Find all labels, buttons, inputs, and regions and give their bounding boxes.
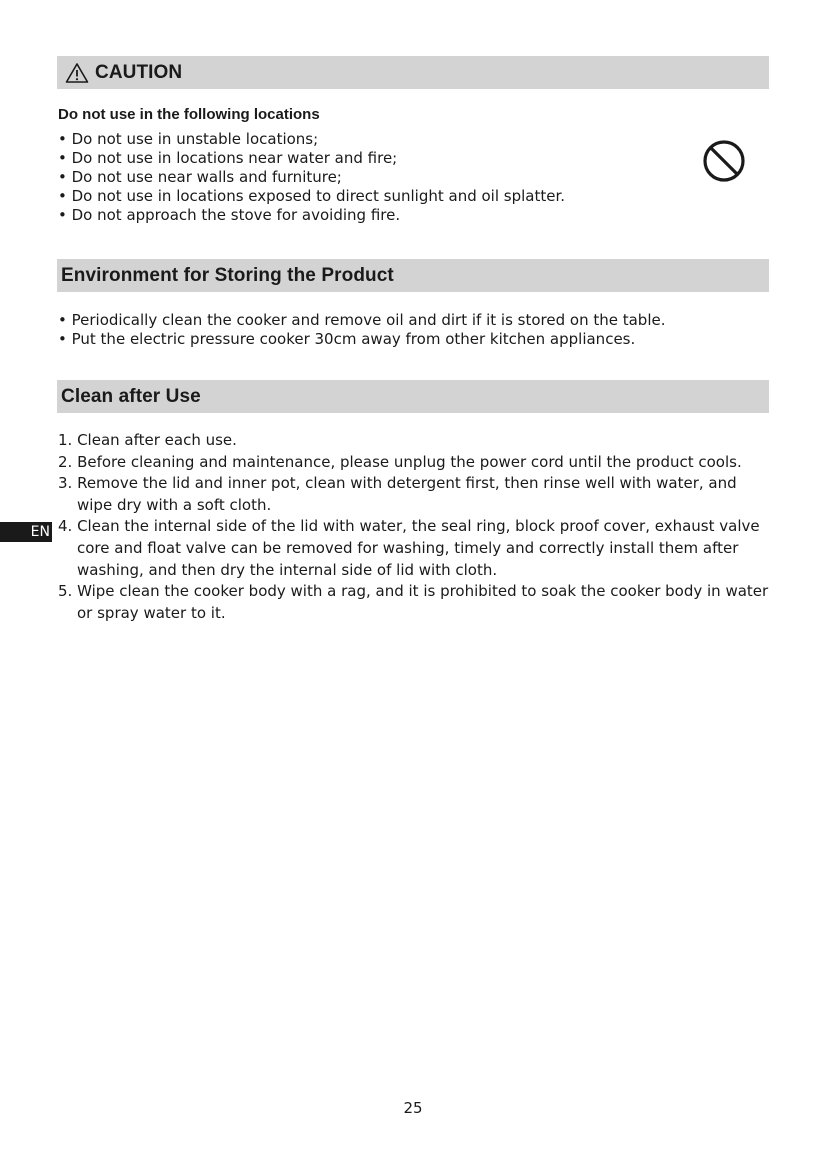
list-item: 4. Clean the internal side of the lid with water, the seal ring, block proof cover, exhaust valve core and float valve can be removed for washing, timely and correctly install them after washing, and then dry the internal side of lid with cloth. <box>58 517 760 579</box>
list-item: • Put the electric pressure cooker 30cm away from other kitchen appliances. <box>58 330 636 348</box>
list-item: • Periodically clean the cooker and remove oil and dirt if it is stored on the table. <box>58 311 666 329</box>
prohibition-icon <box>702 139 746 183</box>
warning-triangle-icon <box>65 62 89 84</box>
list-item: • Do not use in locations near water and fire; <box>58 149 398 167</box>
list-item: • Do not use in unstable locations; <box>58 130 319 148</box>
storage-list <box>58 311 666 349</box>
list-item: 3. Remove the lid and inner pot, clean with detergent first, then rinse well with water, and wipe dry with a soft cloth. <box>58 474 737 514</box>
clean-header <box>57 380 769 413</box>
list-item: • Do not approach the stove for avoiding fire. <box>58 206 401 224</box>
storage-header <box>57 259 769 292</box>
language-tab: EN <box>0 522 52 542</box>
list-item: 5. Wipe clean the cooker body with a rag, and it is prohibited to soak the cooker body in water or spray water to it. <box>58 582 769 622</box>
clean-list <box>58 430 770 624</box>
caution-header <box>57 56 769 89</box>
caution-list <box>58 130 565 225</box>
caution-subheading: Do not use in the following locations <box>58 106 320 123</box>
clean-title: Clean after Use <box>61 385 201 407</box>
page-number: 25 <box>403 1099 423 1117</box>
list-item: 2. Before cleaning and maintenance, please unplug the power cord until the product cools. <box>58 452 742 471</box>
list-item: • Do not use in locations exposed to direct sunlight and oil splatter. <box>58 187 566 205</box>
storage-title: Environment for Storing the Product <box>61 264 394 286</box>
caution-title: CAUTION <box>95 61 183 83</box>
list-item: 1. Clean after each use. <box>58 431 237 449</box>
list-item: • Do not use near walls and furniture; <box>58 168 342 186</box>
